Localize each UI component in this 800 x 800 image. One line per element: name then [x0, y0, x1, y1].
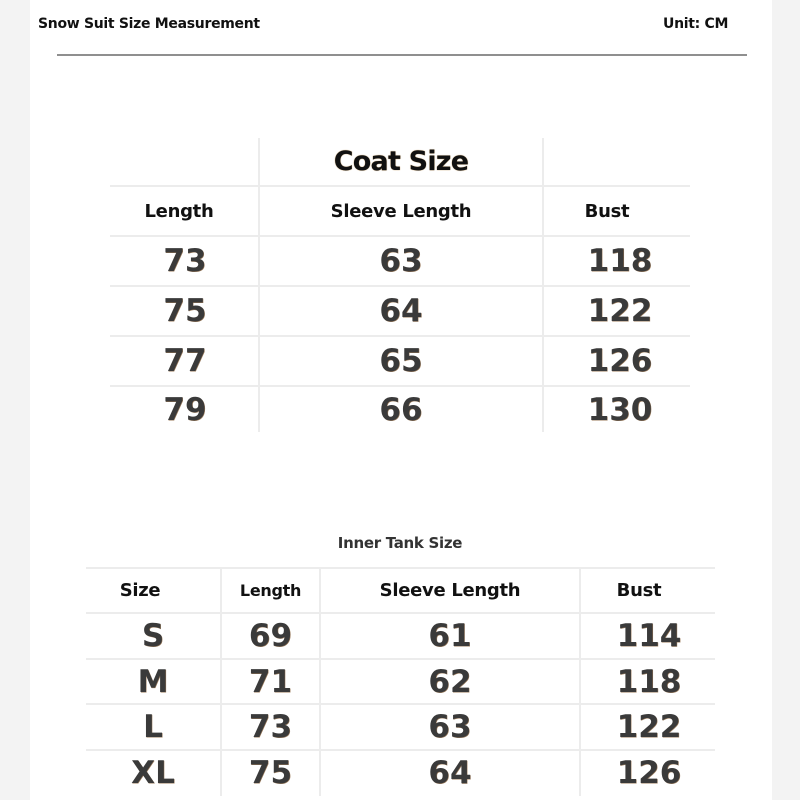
- tank-bust-cell: 114: [616, 618, 682, 654]
- tank-size-cell: XL: [131, 755, 175, 791]
- tank-bust-cell: 122: [616, 709, 682, 745]
- tank-header-sleeve-length: Sleeve Length: [379, 580, 521, 601]
- tank-size-cell: L: [143, 709, 163, 745]
- tank-size-cell: M: [137, 663, 169, 700]
- coat-header-bust: Bust: [584, 200, 630, 222]
- coat-bust-cell: 126: [587, 343, 653, 379]
- tank-length-cell: 73: [248, 709, 293, 745]
- coat-header-length: Length: [144, 200, 214, 222]
- tank-length-cell: 71: [248, 663, 293, 700]
- coat-length-cell: 77: [163, 343, 207, 379]
- coat-length-cell: 79: [163, 392, 207, 428]
- coat-sleeve-cell: 64: [379, 293, 423, 329]
- coat-header-sleeve-length: Sleeve Length: [330, 200, 472, 222]
- tank-bust-cell: 118: [616, 663, 682, 700]
- header-divider: [57, 54, 747, 56]
- tank-sleeve-cell: 61: [428, 618, 472, 654]
- document-title: Snow Suit Size Measurement: [38, 16, 260, 32]
- tank-bust-cell: 126: [616, 755, 682, 791]
- tank-sleeve-cell: 63: [428, 709, 472, 745]
- tank-sleeve-cell: 64: [428, 755, 472, 791]
- tank-header-bust: Bust: [616, 580, 662, 601]
- tank-sleeve-cell: 62: [428, 663, 472, 700]
- tank-table-title: Inner Tank Size: [337, 534, 463, 552]
- coat-sleeve-cell: 66: [379, 392, 423, 428]
- coat-table-title: Coat Size: [333, 146, 469, 177]
- unit-label: Unit: CM: [663, 16, 729, 32]
- coat-bust-cell: 130: [587, 392, 653, 428]
- tank-size-cell: S: [141, 618, 165, 654]
- coat-sleeve-cell: 63: [379, 243, 423, 279]
- coat-length-cell: 75: [163, 293, 207, 329]
- tank-header-size: Size: [119, 580, 161, 601]
- coat-bust-cell: 122: [587, 293, 653, 329]
- coat-sleeve-cell: 65: [379, 343, 423, 379]
- coat-length-cell: 73: [163, 243, 207, 279]
- coat-bust-cell: 118: [587, 243, 653, 279]
- tank-length-cell: 69: [248, 618, 293, 654]
- tank-header-length: Length: [239, 581, 302, 600]
- tank-length-cell: 75: [248, 755, 293, 791]
